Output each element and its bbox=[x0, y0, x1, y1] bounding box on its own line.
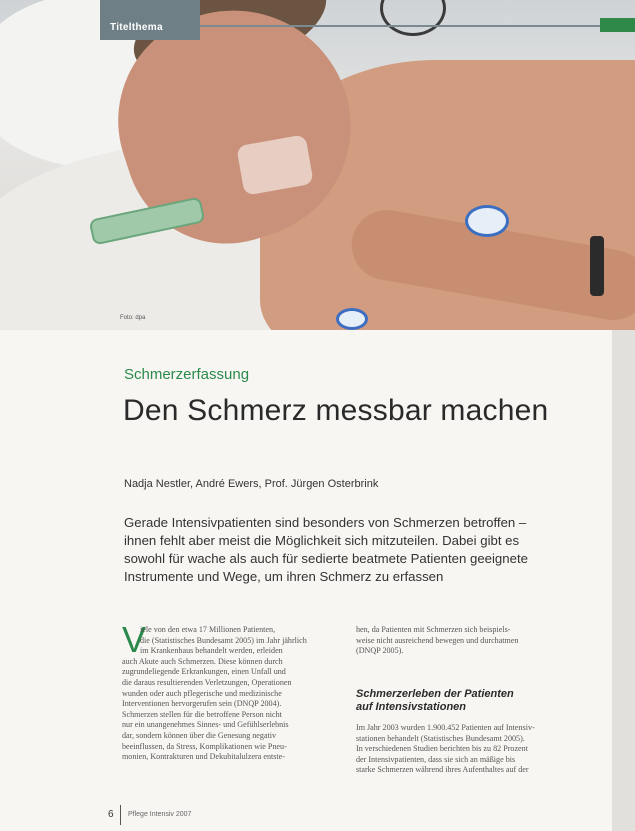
body-line: der Intensivpatienten, dass sie sich an mäßige bis bbox=[356, 754, 516, 764]
body-line: weise nicht ausreichend bewegen und durchatmen bbox=[356, 635, 519, 645]
section-tag-bar bbox=[100, 0, 200, 40]
subheading-line: auf Intensivstationen bbox=[356, 701, 467, 713]
drop-cap: V bbox=[122, 619, 147, 660]
body-line: auch Akute auch Schmerzen. Diese können durch bbox=[122, 656, 283, 666]
article-photo bbox=[0, 0, 635, 330]
journal-name: Pflege Intensiv 2007 bbox=[128, 811, 192, 818]
electrode bbox=[336, 308, 368, 330]
body-line: stationen behandelt (Statistisches Bundesamt 2005). bbox=[356, 733, 525, 743]
body-line: monien, Kontrakturen und Dekubitalulzera entste- bbox=[122, 752, 285, 762]
body-line: nur ein unangenehmes Sinnes- und Gefühlserlebnis bbox=[122, 720, 289, 730]
photo-credit: Foto: dpa bbox=[120, 315, 146, 321]
body-column-1 bbox=[122, 625, 345, 763]
section-tag: Titelthema bbox=[110, 22, 163, 33]
lead-line: sowohl für wache als auch für sedierte beatmete Patienten geeignete bbox=[124, 551, 528, 566]
lead-line: ihnen fehlt aber meist die Möglichkeit sich mitzuteilen. Dabei gibt es bbox=[124, 533, 520, 548]
body-line: beeinflussen, da Stress, Komplikationen wie Pneu- bbox=[122, 741, 287, 751]
page-edge bbox=[612, 330, 635, 831]
body-line: die daraus resultierenden Verletzungen, Operationen bbox=[122, 677, 292, 687]
lead-line: Gerade Intensivpatienten sind besonders von Schmerzen betroffen – bbox=[124, 515, 527, 530]
cable bbox=[380, 0, 446, 36]
body-line: In verschiedenen Studien berichten bis zu 82 Prozent bbox=[356, 744, 528, 754]
section-tag-line bbox=[200, 25, 635, 27]
body-line: dar, sondern können über die Genesung negativ bbox=[122, 730, 277, 740]
wristband bbox=[590, 236, 604, 296]
body-line: starke Schmerzen während ihres Aufenthaltes auf der bbox=[356, 765, 529, 775]
body-line: zugrundeliegende Erkrankungen, einen Unfall und bbox=[122, 667, 286, 677]
body-line: (DNQP 2005). bbox=[356, 646, 404, 656]
article-category: Schmerzerfassung bbox=[124, 366, 250, 383]
subheading-line: Schmerzerleben der Patienten bbox=[356, 688, 514, 700]
body-column-2-continued bbox=[356, 723, 581, 776]
section-subheading bbox=[356, 688, 514, 714]
lead-line: Instrumente und Wege, um ihren Schmerz zu erfassen bbox=[124, 569, 444, 584]
body-line: Schmerzen stellen für die betroffene Person nicht bbox=[122, 709, 282, 719]
electrode bbox=[465, 205, 509, 237]
section-tag-accent bbox=[600, 18, 635, 32]
body-line: iele von den etwa 17 Millionen Patienten, bbox=[140, 625, 276, 634]
body-line: im Krankenhaus behandelt werden, erleiden bbox=[140, 646, 283, 656]
article-authors: Nadja Nestler, André Ewers, Prof. Jürgen Osterbrink bbox=[124, 478, 379, 490]
body-line: wunden oder auch pflegerische und medizinische bbox=[122, 688, 282, 698]
article-title: Den Schmerz messbar machen bbox=[123, 394, 549, 427]
body-line: Im Jahr 2003 wurden 1.900.452 Patienten auf Intensiv- bbox=[356, 723, 535, 732]
footer-divider bbox=[120, 805, 121, 825]
body-line: hen, da Patienten mit Schmerzen sich beispiels- bbox=[356, 625, 511, 634]
body-column-2 bbox=[356, 625, 581, 657]
page-number: 6 bbox=[108, 809, 114, 820]
body-line: Interventionen hervorgerufen sein (DNQP 2004). bbox=[122, 699, 282, 709]
article-lead bbox=[124, 514, 594, 586]
body-line: die (Statistisches Bundesamt 2005) im Jahr jährlich bbox=[140, 635, 307, 645]
